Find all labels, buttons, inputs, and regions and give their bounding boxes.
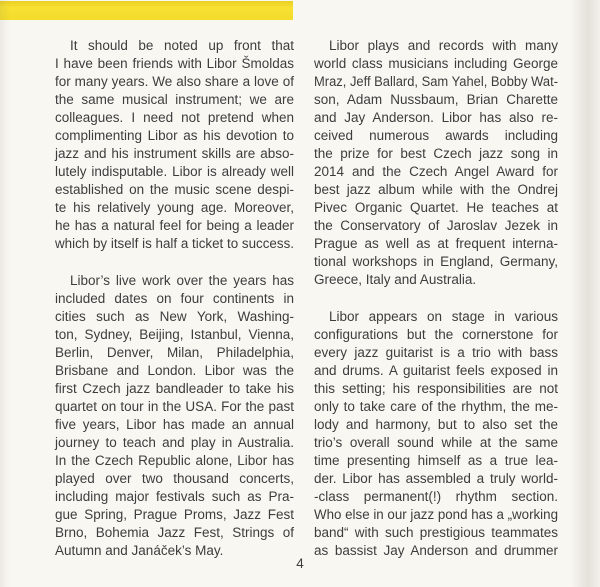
text-line: [314, 55, 558, 73]
text-line-content: Autumn and Janáček’s May.: [55, 543, 224, 558]
text-line: [55, 344, 294, 362]
text-line-content: every jazz guitarist is a trio with bass: [314, 345, 558, 360]
text-line: [55, 145, 294, 163]
text-line: [314, 452, 558, 470]
text-line-content: the Conservatory of Jaroslav Jezek in: [314, 218, 558, 233]
text-line-content: In the Czech Republic alone, Libor has: [55, 453, 294, 468]
text-line: [314, 434, 558, 452]
paragraph: [55, 37, 294, 253]
text-line: [55, 434, 294, 452]
text-line: [55, 109, 294, 127]
text-line-content: Greece, Italy and Australia.: [314, 272, 477, 287]
text-line-content: five years, Libor has made an annual: [55, 417, 294, 432]
paragraph: [314, 37, 558, 289]
text-line: [314, 416, 558, 434]
text-line-content: son, Adam Nussbaum, Brian Charette: [314, 92, 558, 107]
text-line: [55, 308, 294, 326]
page-left-edge-shadow: [0, 0, 10, 587]
text-line: [55, 217, 294, 235]
text-line: [55, 91, 294, 109]
text-line-content: I have been friends with Libor Šmoldas: [55, 56, 294, 71]
page-number: 4: [296, 556, 304, 571]
text-line: [314, 470, 558, 488]
text-line-content: Berlin, Denver, Milan, Philadelphia,: [55, 345, 294, 360]
text-line-content: complimenting Libor as his devotion to: [55, 128, 294, 143]
text-line-content: Brisbane and London. Libor was the: [55, 363, 294, 378]
text-line: [55, 524, 294, 542]
text-line-content: including major festivals such as Pra-: [55, 489, 294, 504]
page-right-edge-shadow: [570, 0, 600, 587]
text-line: [55, 290, 294, 308]
text-line-content: -class permanent(!) rhythm section.: [314, 489, 558, 504]
text-line: [55, 37, 294, 55]
text-line: [55, 470, 294, 488]
text-line-content: quartet on tour in the USA. For the past: [55, 399, 294, 414]
text-line-content: Prague as well as at frequent interna-: [314, 236, 558, 251]
text-line-content: ton, Sydney, Beijing, Istanbul, Vienna,: [55, 327, 294, 342]
text-line-content: time presenting himself as a true lea-: [314, 453, 558, 468]
text-line-content: lody and harmony, but to also set the: [314, 417, 558, 432]
text-line: [55, 181, 294, 199]
text-line-content: and drums. A guitarist feels exposed in: [314, 363, 558, 378]
text-line: [314, 362, 558, 380]
text-line-content: Libor plays and records with many: [329, 38, 558, 53]
text-line-content: and Jay Anderson. Libor has also re-: [314, 110, 558, 125]
text-line-content: the same musical instrument; we are: [55, 92, 294, 107]
text-line-content: trio’s overall sound while at the same: [314, 435, 558, 450]
text-line-content: included dates on four continents in: [55, 291, 294, 306]
text-line: [314, 271, 558, 289]
text-line: [314, 163, 558, 181]
text-line: [314, 380, 558, 398]
text-line-content: only to take care of the rhythm, the me-: [314, 399, 558, 414]
text-line: [314, 326, 558, 344]
text-line: [55, 398, 294, 416]
text-line-content: jazz and his instrument skills are abso-: [55, 146, 294, 161]
text-line-content: configurations but the cornerstone for: [314, 327, 558, 342]
text-line: [314, 91, 558, 109]
text-line: [314, 199, 558, 217]
yellow-accent-bar: [0, 1, 293, 20]
text-line-content: played over two thousand concerts,: [55, 471, 294, 486]
text-line: [314, 253, 558, 271]
text-line: [314, 344, 558, 362]
text-line-content: established on the music scene despi-: [55, 182, 294, 197]
text-column-right: [314, 37, 558, 560]
text-line-content: te his relatively young age. Moreover,: [55, 200, 294, 215]
text-line: [55, 380, 294, 398]
text-line-content: which by itself is half a ticket to success.: [55, 236, 294, 251]
text-line: [55, 488, 294, 506]
text-line-content: Libor’s live work over the years has: [70, 273, 294, 288]
text-line: [55, 55, 294, 73]
text-line-content: Who else in our jazz pond has a „working: [314, 507, 558, 522]
text-line-content: world class musicians including George: [314, 56, 558, 71]
text-line: [314, 181, 558, 199]
text-line-content: for many years. We also share a love of: [55, 74, 294, 89]
text-line: [55, 326, 294, 344]
text-line-content: lutely indisputable. Libor is already well: [55, 164, 294, 179]
text-line: [314, 506, 558, 524]
text-line: [314, 398, 558, 416]
text-line: [55, 199, 294, 217]
text-line: [55, 127, 294, 145]
text-line: [55, 506, 294, 524]
text-line-content: cities such as New York, Washing-: [55, 309, 294, 324]
text-line-content: first Czech jazz bandleader to take his: [55, 381, 294, 396]
text-line: [314, 37, 558, 55]
text-line: [55, 235, 294, 253]
text-line-content: journey to teach and play in Australia.: [55, 435, 294, 450]
text-line: [314, 73, 558, 91]
text-line-content: Libor appears on stage in various: [329, 309, 558, 324]
text-line: [314, 127, 558, 145]
text-line-content: band“ with such prestigious teammates: [314, 525, 558, 540]
text-line-content: colleagues. I need not pretend when: [55, 110, 294, 125]
text-line: [55, 452, 294, 470]
text-line: [314, 217, 558, 235]
text-line-content: he has a natural feel for being a leader: [55, 218, 294, 233]
text-line-content: Brno, Bohemia Jazz Fest, Strings of: [55, 525, 294, 540]
paragraph: [314, 308, 558, 560]
text-line: [314, 235, 558, 253]
text-line: [55, 362, 294, 380]
text-line: [55, 73, 294, 91]
text-line-content: tional workshops in England, Germany,: [314, 254, 558, 269]
text-line-content: Mraz, Jeff Ballard, Sam Yahel, Bobby Wat-: [314, 74, 558, 89]
text-line: [55, 416, 294, 434]
text-line: [314, 109, 558, 127]
text-line: [314, 488, 558, 506]
text-line-content: the prize for best Czech jazz song in: [314, 146, 558, 161]
text-line-content: as bassist Jay Anderson and drummer: [314, 543, 558, 558]
text-column-left: [55, 37, 294, 560]
text-line-content: gue Spring, Prague Proms, Jazz Fest: [55, 507, 294, 522]
text-line-content: Pivec Organic Quartet. He teaches at: [314, 200, 558, 215]
text-line-content: ceived numerous awards including: [314, 128, 558, 143]
text-line: [55, 163, 294, 181]
text-line-content: It should be noted up front that: [70, 38, 294, 53]
text-line-content: this setting; his responsibilities are not: [314, 381, 558, 396]
text-line: [55, 272, 294, 290]
text-line: [314, 145, 558, 163]
text-line-content: der. Libor has assembled a truly world-: [314, 471, 558, 486]
text-line: [314, 308, 558, 326]
text-line-content: best jazz album while with the Ondrej: [314, 182, 558, 197]
paragraph: [55, 272, 294, 560]
text-line-content: 2014 and the Czech Angel Award for: [314, 164, 558, 179]
text-line: [314, 524, 558, 542]
